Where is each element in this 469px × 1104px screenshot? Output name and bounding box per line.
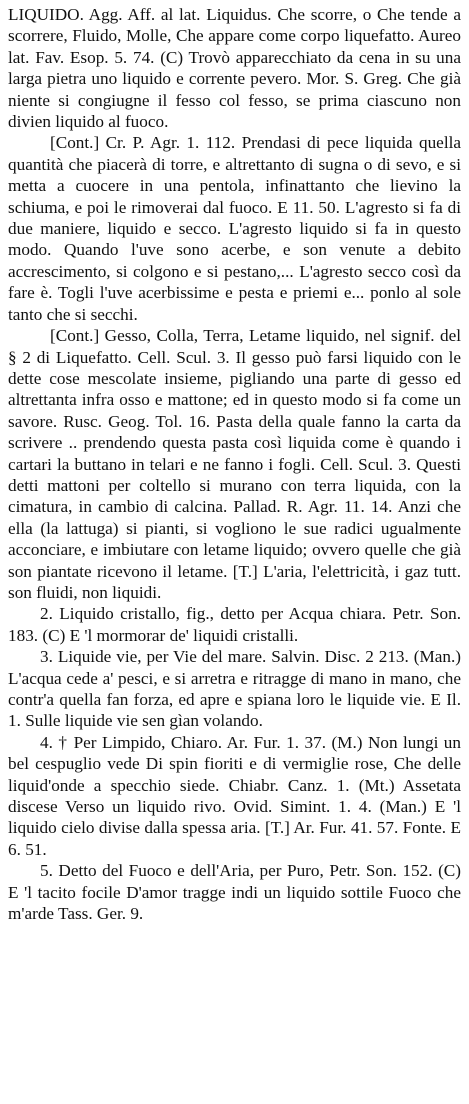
entry-paragraph-4: 2. Liquido cristallo, fig., detto per Acqua chiara. Petr. Son. 183. (C) E 'l mormorar de' liquidi cristalli. — [8, 604, 461, 645]
entry-paragraph-3: [Cont.] Gesso, Colla, Terra, Letame liquido, nel signif. del § 2 di Liquefatto. Cell. Scul. 3. Il gesso può farsi liquido con le dette cose mescolate insieme, pigliando una parte di gesso ed altrettanta infra osso e mattone; ed in questo modo si fa come un savore. Rusc. Geog. Tol. 16. Pasta della quale fanno la carta da scrivere .. prendendo questa pasta così liquida come è quando i cartari la buttano in telari e ne fanno i fogli. Cell. Scul. 3. Questi detti mattoni per coltello si murano con terra liquida, con la cimatura, in cambio di calcina. Pallad. R. Agr. 11. 14. Anzi che ella (la lattuga) si pianti, si vogliono le sue radici ugualmente acconciare, e imbiutare con letame liquido; ovvero quelle che già son piantate ricevono il letame. [T.] L'aria, l'elettricità, i gaz tutt. son fluidi, non liquidi. — [8, 326, 461, 602]
entry-paragraph-7: 5. Detto del Fuoco e dell'Aria, per Puro, Petr. Son. 152. (C) E 'l tacito focile D'amor tragge indi un liquido sottile Fuoco che m'arde Tass. Ger. 9. — [8, 861, 461, 924]
entry-paragraph-6: 4. † Per Limpido, Chiaro. Ar. Fur. 1. 37. (M.) Non lungi un bel cespuglio vede Di spin fioriti e di vermiglie rose, Che delle liquid'onde a specchio siede. Chiabr. Canz. 1. (Mt.) Assetata discese Verso un liquido rivo. Ovid. Simint. 1. 4. (Man.) E 'l liquido cielo divise dalla spessa aria. [T.] Ar. Fur. 41. 57. Fonte. E 6. 51. — [8, 732, 461, 859]
entry-paragraph-2: [Cont.] Cr. P. Agr. 1. 112. Prendasi di pece liquida quella quantità che piacerà di torre, e altrettanto di sugna o di sevo, e si metta a cuocere in una pentola, infinattanto che lievino la schiuma, e poi le rimoverai dal fuoco. E 11. 50. L'agresto si fa di due maniere, liquido e secco. L'agresto liquido si fa in questo modo. Quando l'uve sono acerbe, e son venute a debito accrescimento, si colgono e si pestano,... L'agresto secco così da fare è. Togli l'uve acerbissime e pesta e priemi e... ponlo al sole tanto che si secchi. — [8, 133, 461, 324]
entry-paragraph-1: LIQUIDO. Agg. Aff. al lat. Liquidus. Che scorre, o Che tende a scorrere, Fluido, Molle, Che appare come corpo liquefatto. Aureo lat. Fav. Esop. 5. 74. (C) Trovò apparecchiato da cena in su una larga pietra uno liquido e corrente pevero. Mor. S. Greg. Che già niente si congiugne il fesso col fesso, se prima ciascuno non divien liquido al fuoco. — [8, 5, 461, 132]
entry-paragraph-5: 3. Liquide vie, per Vie del mare. Salvin. Disc. 2 213. (Man.) L'acqua cede a' pesci, e si arretra e ritragge di mano in mano, che contr'a quella fan forza, ed apre e spiana loro le liquide vie. E Il. 1. Sulle liquide vie sen gìan volando. — [8, 647, 461, 731]
